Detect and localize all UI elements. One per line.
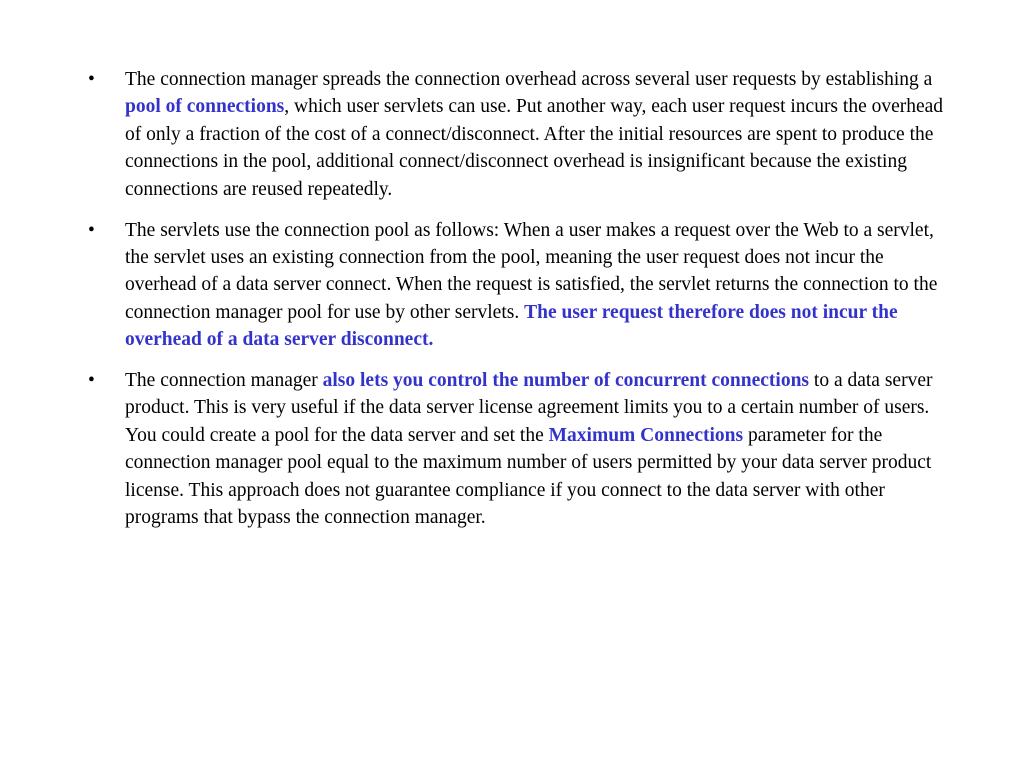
bullet-item xyxy=(88,66,948,203)
bullet-text-segment: to a data server product. This is very useful if the data server license agreement limits you to a certain number of users. You could create a pool for the data server and set the xyxy=(125,370,933,446)
bullet-text xyxy=(125,69,943,200)
bullet-list xyxy=(88,66,948,545)
bullet-item xyxy=(88,217,948,354)
highlighted-parameter-name: Maximum Connections xyxy=(548,424,744,446)
bullet-text-segment: , which user servlets can use. Put another way, each user request incurs the overhead of only a fraction of the cost of a connect/disconnect. After the initial resources are spent to produce the connections in the pool, additional connect/disconnect overhead is insignificant because the existing connections are reused repeatedly. xyxy=(125,96,944,200)
bullet-text-segment: parameter for the connection manager pool equal to the maximum number of users permitted by your data server product license. This approach does not guarantee compliance if you connect to the data server with other programs that bypass the connection manager. xyxy=(125,424,932,529)
bullet-text-segment: The servlets use the connection pool as follows: When a user makes a request over the Web to a servlet, the servlet uses an existing connection from the pool, meaning the user request does not incur the overhead of a data server connect. When the request is satisfied, the servlet returns the connection to the connection manager pool for use by other servlets. xyxy=(125,219,938,323)
bullet-marker: • xyxy=(88,69,95,90)
bullet-text-segment: The connection manager xyxy=(125,370,323,392)
bullet-marker: • xyxy=(88,370,95,392)
bullet-text xyxy=(125,220,937,351)
highlighted-term: pool of connections xyxy=(125,96,285,118)
bullet-text xyxy=(125,370,932,528)
bullet-marker: • xyxy=(88,219,95,241)
bullet-text-segment: The connection manager spreads the connection overhead across several user requests by establishing a xyxy=(125,69,933,90)
bullet-item xyxy=(88,367,948,531)
highlighted-phrase: also lets you control the number of concurrent connections xyxy=(322,370,810,392)
highlighted-sentence: The user request therefore does not incur the overhead of a data server disconnect. xyxy=(125,301,898,351)
